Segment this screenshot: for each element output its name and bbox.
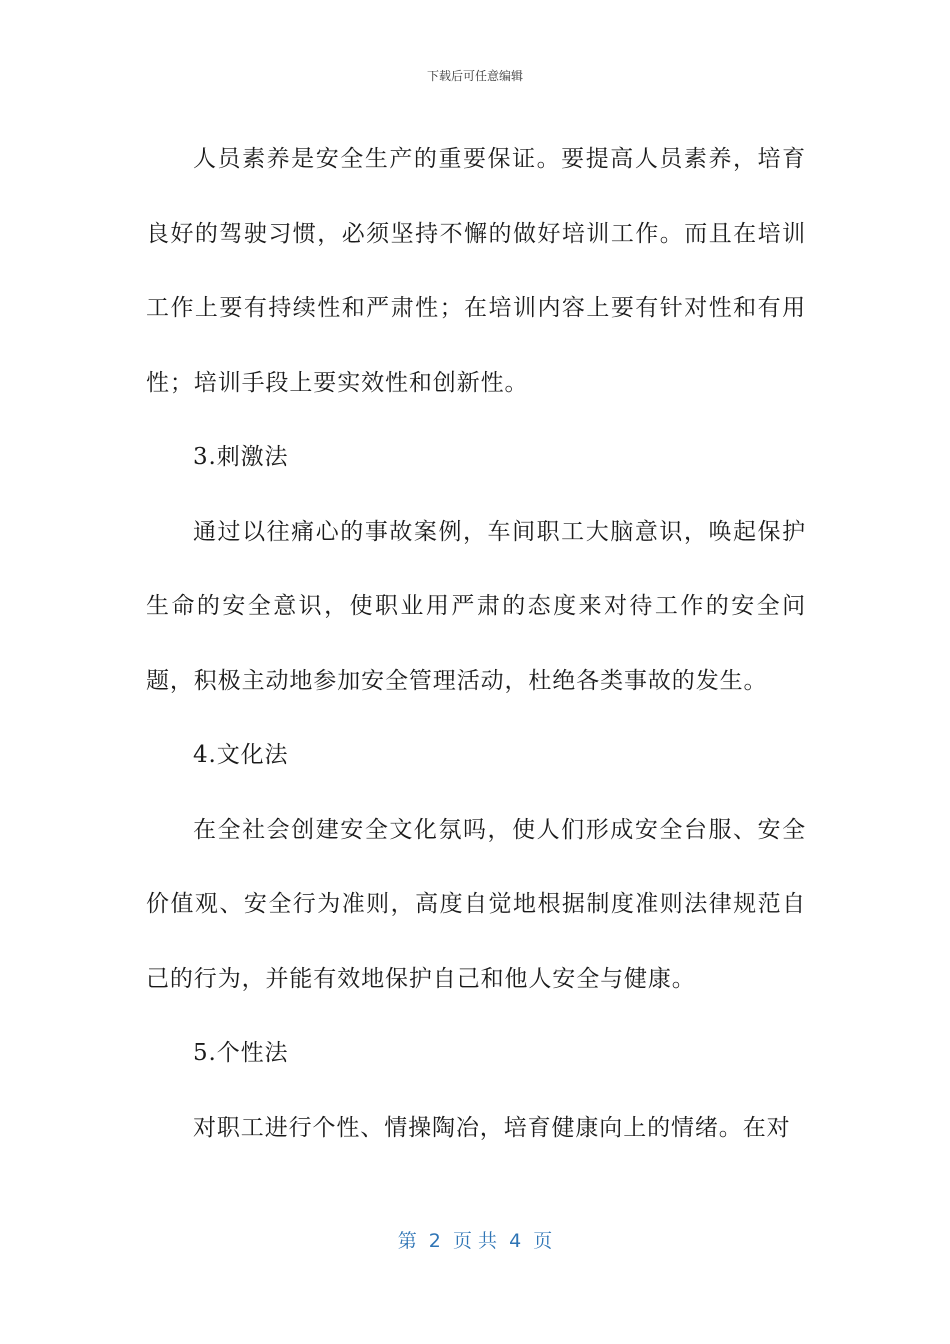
paragraph: 对职工进行个性、情操陶冶，培育健康向上的情绪。在对 xyxy=(193,1114,791,1141)
paragraph: 人员素养是安全生产的重要保证。要提高人员素养，培育良好的驾驶习惯，必须坚持不懈的做好培训工作。而且在培训工作上要有持续性和严肃性；在培训内容上要有针对性和有用性；培训手段上要实效性和创新性。 xyxy=(146,146,806,396)
section-heading: 4.文化法 xyxy=(193,742,289,768)
section-heading: 3.刺激法 xyxy=(193,444,289,470)
page-number-footer: 第 2 页 共 4 页 xyxy=(397,1230,553,1252)
body-text xyxy=(146,122,806,1165)
paragraph: 通过以往痛心的事故案例，车间职工大脑意识，唤起保护生命的安全意识，使职业用严肃的态度来对待工作的安全问题，积极主动地参加安全管理活动，杜绝各类事故的发生。 xyxy=(146,518,806,694)
header-note: 下载后可任意编辑 xyxy=(426,69,523,83)
paragraph: 在全社会创建安全文化氛吗，使人们形成安全台服、安全价值观、安全行为准则，高度自觉地根据制度准则法律规范自己的行为，并能有效地保护自己和他人安全与健康。 xyxy=(146,816,806,992)
section-heading: 5.个性法 xyxy=(193,1040,289,1066)
